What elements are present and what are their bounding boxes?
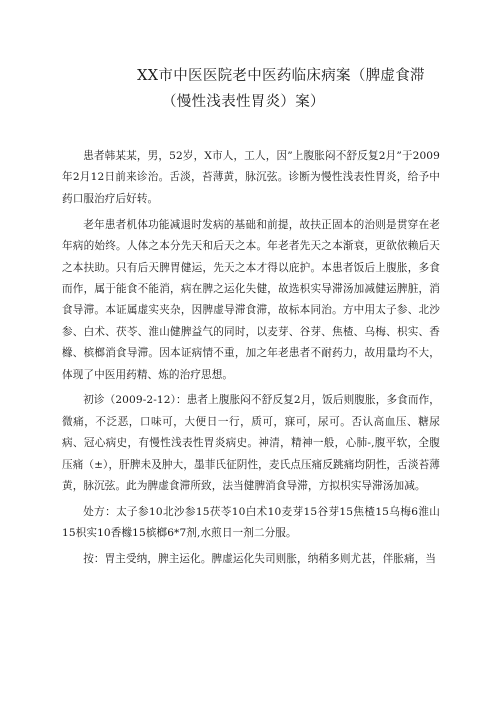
document-body: [62, 146, 440, 575]
document-title-line2: （慢性浅表性胃炎）案）: [162, 94, 325, 110]
paragraph-note: 按：胃主受纳，脾主运化。脾虚运化失司则胀，纳稍多则尤甚，伴胀痛，当: [83, 553, 437, 566]
paragraph-analysis: 老年患者机体功能减退时发病的基础和前提，故扶正固本的治则是贯穿在老年病的始终。人体之本分先天和后天之本。年老者先天之本渐衰，更欲依赖后天之本扶助。只有后天脾胃健运，先天之本才得以庇护。本患者饭后上腹胀，多食而作，属于能食不能消，病在脾之运化失健，故选枳实导滞汤加减健运脾脏，消食导滞。本证属虚实夹杂，因脾虚导滞食滞，故标本同治。方中用太子参、北沙参、白术、茯苓、淮山健脾益气的同时，以麦芽、谷芽、焦楂、乌梅、枳实、香橼、槟榔消食导滞。因本证病情不重，加之年老患者不耐药力，故用量均不大，体现了中医用药精、炼的治疗思想。: [62, 218, 440, 381]
paragraph-first-visit: 初诊（2009-2-12）：患者上腹胀闷不舒反复2月，饭后则腹胀，多食而作，微痛，不泛恶，口味可，大便日一行，质可，寐可，尿可。否认高血压、糖尿病、冠心病史，有慢性浅表性胃炎病史。神清，精神一般，心肺-,腹平软，全腹压痛（±），肝脾未及肿大，墨菲氏征阴性，麦氏点压痛反跳痛均阴性，舌淡苔薄黄，脉沉弦。此为脾虚食滞所致，法当健脾消食导滞，方拟枳实导滞汤加减。: [62, 394, 440, 493]
paragraph-prescription: 处方：太子参10北沙参15茯苓10白术10麦芽15谷芽15焦楂15乌梅6淮山15枳实10香橼15槟榔6*7剂,水煎日一剂二分服。: [62, 506, 440, 540]
paragraph-case-summary: 患者韩某某，男，52岁，X市人，工人，因”上腹胀闷不舒反复2月”于2009年2月12日前来诊治。舌淡，苔薄黄，脉沉弦。诊断为慢性浅表性胃炎，给予中药口服治疗后好转。: [62, 150, 440, 205]
document-title-line1: XX市中医医院老中医药临床病案（脾虚食滞: [137, 68, 425, 84]
